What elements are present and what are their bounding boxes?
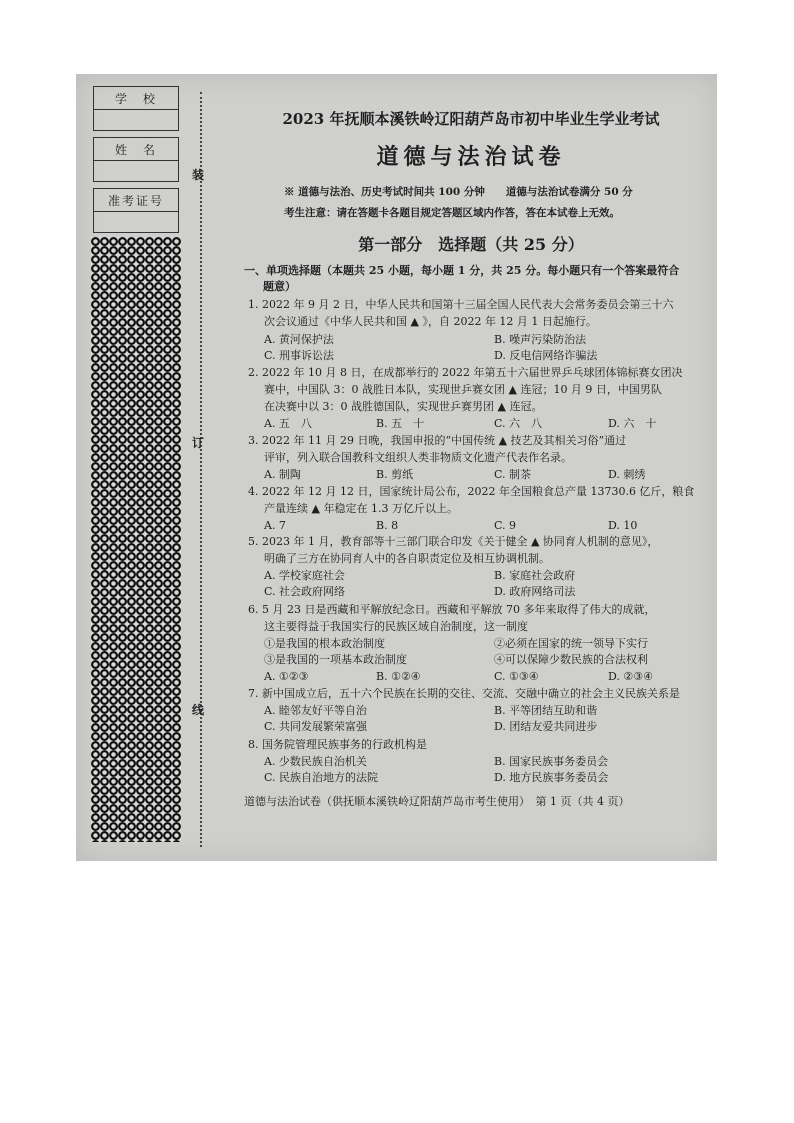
school-label: 学 校 [114, 92, 157, 106]
binding-char-zhuang: 装 [192, 168, 205, 182]
question-4-line-2: 产量连续 ▲ 年稳定在 1.3 万亿斤以上。 [264, 502, 458, 515]
question-4-option-d: D. 10 [608, 519, 638, 532]
question-2-option-a: A. 五 八 [264, 417, 312, 430]
question-5-option-d: D. 政府网络司法 [494, 585, 576, 598]
question-5-option-a: A. 学校家庭社会 [264, 569, 345, 582]
question-5-option-c: C. 社会政府网络 [264, 585, 346, 598]
question-3-option-a: A. 制陶 [264, 468, 301, 481]
question-6-statement-2: ②必须在国家的统一领导下实行 [494, 637, 648, 650]
question-7-option-b: B. 平等团结互助和谐 [494, 704, 598, 717]
question-8-option-b: B. 国家民族事务委员会 [494, 755, 609, 768]
question-8-line-1: 8. 国务院管理民族事务的行政机构是 [248, 738, 427, 751]
exam-title: 2023 年抚顺本溪铁岭辽阳葫芦岛市初中毕业生学业考试 [282, 110, 660, 128]
question-5-option-b: B. 家庭社会政府 [494, 569, 576, 582]
question-8-option-a: A. 少数民族自治机关 [264, 755, 367, 768]
question-8-option-c: C. 民族自治地方的法院 [264, 771, 379, 784]
question-6-line-1: 6. 5 月 23 日是西藏和平解放纪念日。西藏和平解放 70 多年来取得了伟大的成就， [248, 603, 656, 616]
question-3-line-2: 评审，列入联合国教科文组织人类非物质文化遗产代表作名录。 [264, 451, 572, 464]
question-6-option-b: B. ①②④ [376, 670, 421, 683]
question-4-option-b: B. 8 [376, 519, 399, 532]
question-2-option-c: C. 六 八 [494, 417, 543, 430]
question-1-option-d: D. 反电信网络诈骗法 [494, 349, 598, 362]
question-2-line-3: 在决赛中以 3：0 战胜德国队，实现世乒赛男团 ▲ 连冠。 [264, 400, 543, 413]
question-7-line-1: 7. 新中国成立后，五十六个民族在长期的交往、交流、交融中确立的社会主义民族关系是 [248, 687, 680, 700]
attention-note: 考生注意：请在答题卡各题目规定答题区域内作答，答在本试卷上无效。 [284, 207, 620, 219]
exam-number-field [93, 188, 179, 233]
question-4-option-c: C. 9 [494, 519, 517, 532]
question-7-option-d: D. 团结友爱共同进步 [494, 720, 598, 733]
school-field [93, 86, 179, 131]
question-8-option-d: D. 地方民族事务委员会 [494, 771, 609, 784]
instruction-line-1: 一、单项选择题（本题共 25 小题，每小题 1 分，共 25 分。每小题只有一个答案最符合 [244, 264, 680, 277]
binding-char-ding: 订 [192, 436, 205, 450]
question-3-option-d: D. 刺绣 [608, 468, 646, 481]
binding-dotted-line [200, 92, 202, 847]
question-3-option-b: B. 剪纸 [376, 468, 414, 481]
name-label: 姓 名 [114, 143, 157, 157]
question-3-line-1: 3. 2022 年 11 月 29 日晚，我国申报的“中国传统 ▲ 技艺及其相关习俗”通过 [248, 434, 627, 447]
question-7-option-c: C. 共同发展繁荣富强 [264, 720, 368, 733]
name-field [93, 137, 179, 182]
question-5-line-1: 5. 2023 年 1 月，教育部等十三部门联合印发《关于健全 ▲ 协同育人机制的意见》， [248, 535, 659, 548]
paper-subtitle: 道德与法治试卷 [376, 144, 566, 170]
question-4-option-a: A. 7 [264, 519, 286, 532]
question-6-option-a: A. ①②③ [264, 670, 309, 683]
question-1-option-b: B. 噪声污染防治法 [494, 333, 587, 346]
exam-number-label: 准考证号 [107, 194, 164, 208]
question-3-option-c: C. 制茶 [494, 468, 532, 481]
question-6-statement-1: ①是我国的根本政治制度 [264, 637, 385, 650]
question-6-option-d: D. ②③④ [608, 670, 654, 683]
question-6-statement-3: ③是我国的一项基本政治制度 [264, 653, 407, 666]
question-5-line-2: 明确了三方在协同育人中的各自职责定位及相互协调机制。 [264, 552, 550, 565]
question-2-option-d: D. 六 十 [608, 417, 657, 430]
question-1-line-1: 1. 2022 年 9 月 2 日，中华人民共和国第十三届全国人民代表大会常务委员会第三十六 [248, 298, 674, 311]
time-note: ※ 道德与法治、历史考试时间共 100 分钟 道德与法治试卷满分 50 分 [284, 186, 633, 198]
binding-char-xian: 线 [192, 703, 205, 717]
question-1-option-c: C. 刑事诉讼法 [264, 349, 335, 362]
question-1-option-a: A. 黄河保护法 [264, 333, 334, 346]
question-1-line-2: 次会议通过《中华人民共和国 ▲ 》，自 2022 年 12 月 1 日起施行。 [264, 315, 597, 328]
question-7-option-a: A. 睦邻友好平等自治 [264, 704, 367, 717]
question-4-line-1: 4. 2022 年 12 月 12 日，国家统计局公布，2022 年全国粮食总产量 13730.6 亿斤，粮食 [248, 485, 695, 498]
page-footer: 道德与法治试卷（供抚顺本溪铁岭辽阳葫芦岛市考生使用） 第 1 页（共 4 页） [244, 795, 630, 808]
question-6-statement-4: ④可以保障少数民族的合法权利 [494, 653, 648, 666]
question-2-option-b: B. 五 十 [376, 417, 425, 430]
section-title: 第一部分 选择题（共 25 分） [358, 235, 584, 254]
question-6-line-2: 这主要得益于我国实行的民族区域自治制度，这一制度 [264, 620, 528, 633]
decorative-pattern-strip [91, 237, 181, 842]
question-2-line-2: 赛中，中国队 3：0 战胜日本队，实现世乒赛女团 ▲ 连冠；10 月 9 日，中国男队 [264, 383, 662, 396]
question-6-option-c: C. ①③④ [494, 670, 539, 683]
question-2-line-1: 2. 2022 年 10 月 8 日，在成都举行的 2022 年第五十六届世界乒乓球团体锦标赛女团决 [248, 366, 683, 379]
instruction-line-2: 题意） [263, 280, 296, 293]
exam-paper-photo [76, 74, 717, 861]
